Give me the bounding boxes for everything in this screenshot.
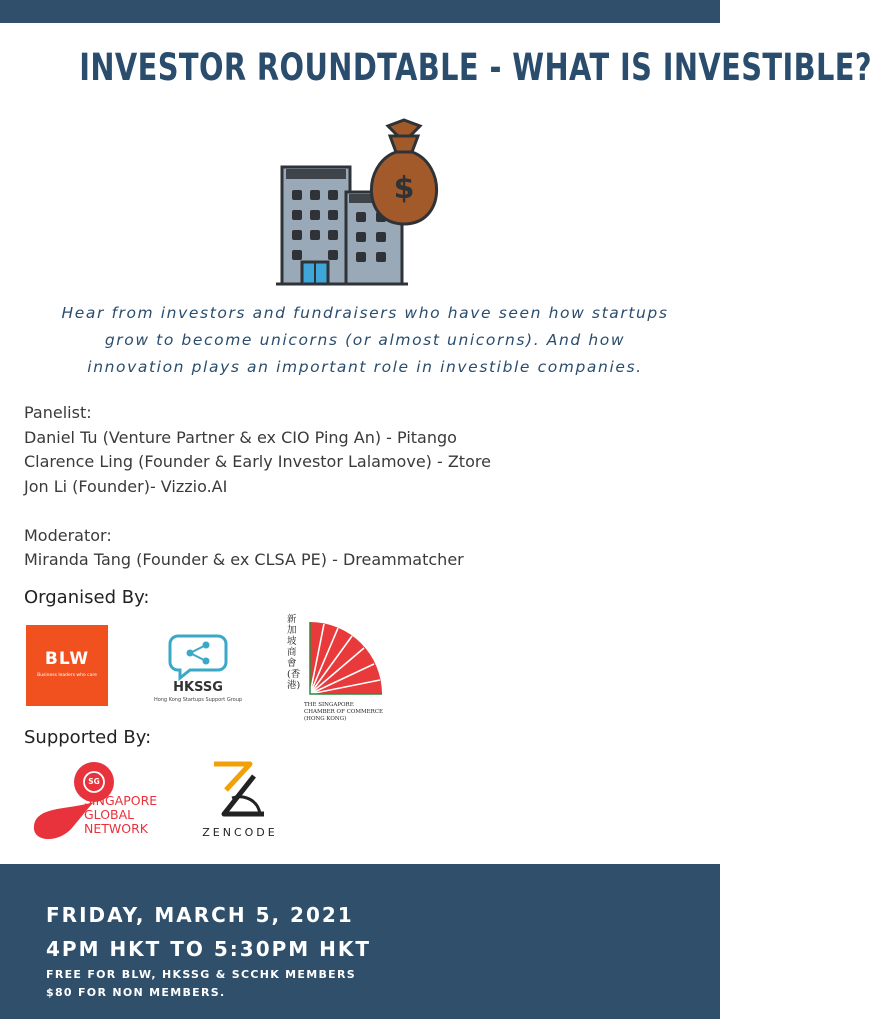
blw-logo — [26, 625, 108, 706]
event-date: FRIDAY, MARCH 5, 2021 — [46, 903, 354, 927]
zencode-z-icon — [210, 760, 268, 818]
hkssg-tagline: Hong Kong Startups Support Group — [153, 697, 243, 703]
scchk-chinese-name: 新加坡商會(香港) — [287, 614, 301, 691]
dollar-sign: $ — [393, 171, 415, 206]
organised-by-label: Organised By: — [24, 587, 150, 608]
panelist-label: Panelist: — [24, 403, 92, 422]
zencode-name: ZENCODE — [202, 826, 278, 839]
scchk-line3: (HONG KONG) — [304, 716, 347, 722]
intro-line: grow to become unicorns (or almost unicorns). And how — [104, 331, 626, 349]
money-bag-icon — [371, 120, 436, 224]
top-band — [0, 0, 720, 23]
sunburst-emblem — [302, 616, 384, 700]
blw-logo-tagline: Business leaders who care — [37, 673, 97, 678]
sgn-line3: NETWORK — [84, 821, 148, 836]
share-bubble-icon — [148, 632, 248, 678]
panelist-item: Daniel Tu (Venture Partner & ex CIO Ping An) - Pitango — [24, 427, 457, 447]
moderator-label: Moderator: — [24, 525, 112, 545]
fee-members: FREE FOR BLW, HKSSG & SCCHK MEMBERS — [46, 968, 356, 981]
intro-line: Hear from investors and fundraisers who have seen how startups — [61, 304, 669, 322]
sgn-line1: SINGAPORE — [84, 793, 158, 808]
supported-by-label: Supported By: — [24, 727, 152, 748]
sgn-line2: GLOBAL — [84, 807, 135, 822]
building-money-bag-illustration — [270, 112, 455, 287]
scchk-line2: CHAMBER OF COMMERCE — [304, 709, 383, 715]
moderator-item: Miranda Tang (Founder & ex CLSA PE) - Dreammatcher — [24, 550, 464, 569]
fee-non-members: $80 FOR NON MEMBERS. — [46, 986, 226, 999]
panelist-item: Clarence Ling (Founder & Early Investor Lalamove) - Ztore — [24, 452, 491, 471]
zencode-logo — [194, 760, 286, 842]
event-time: 4PM HKT TO 5:30PM HKT — [46, 937, 372, 961]
blw-logo-name: BLW — [44, 649, 90, 669]
hkssg-logo — [148, 632, 248, 708]
page-title: INVESTOR ROUNDTABLE - WHAT IS INVESTIBLE? — [79, 46, 872, 89]
hkssg-name: HKSSG — [173, 680, 223, 695]
intro-text — [20, 300, 710, 381]
speakers-list — [24, 401, 491, 573]
scchk-line1: THE SINGAPORE — [304, 702, 354, 708]
scchk-logo — [286, 614, 386, 726]
sgn-logo — [28, 758, 168, 844]
panelist-item: Jon Li (Founder)- Vizzio.AI — [24, 476, 228, 496]
intro-line: innovation plays an important role in investible companies. — [87, 358, 643, 376]
sgn-badge: SG — [88, 777, 100, 786]
